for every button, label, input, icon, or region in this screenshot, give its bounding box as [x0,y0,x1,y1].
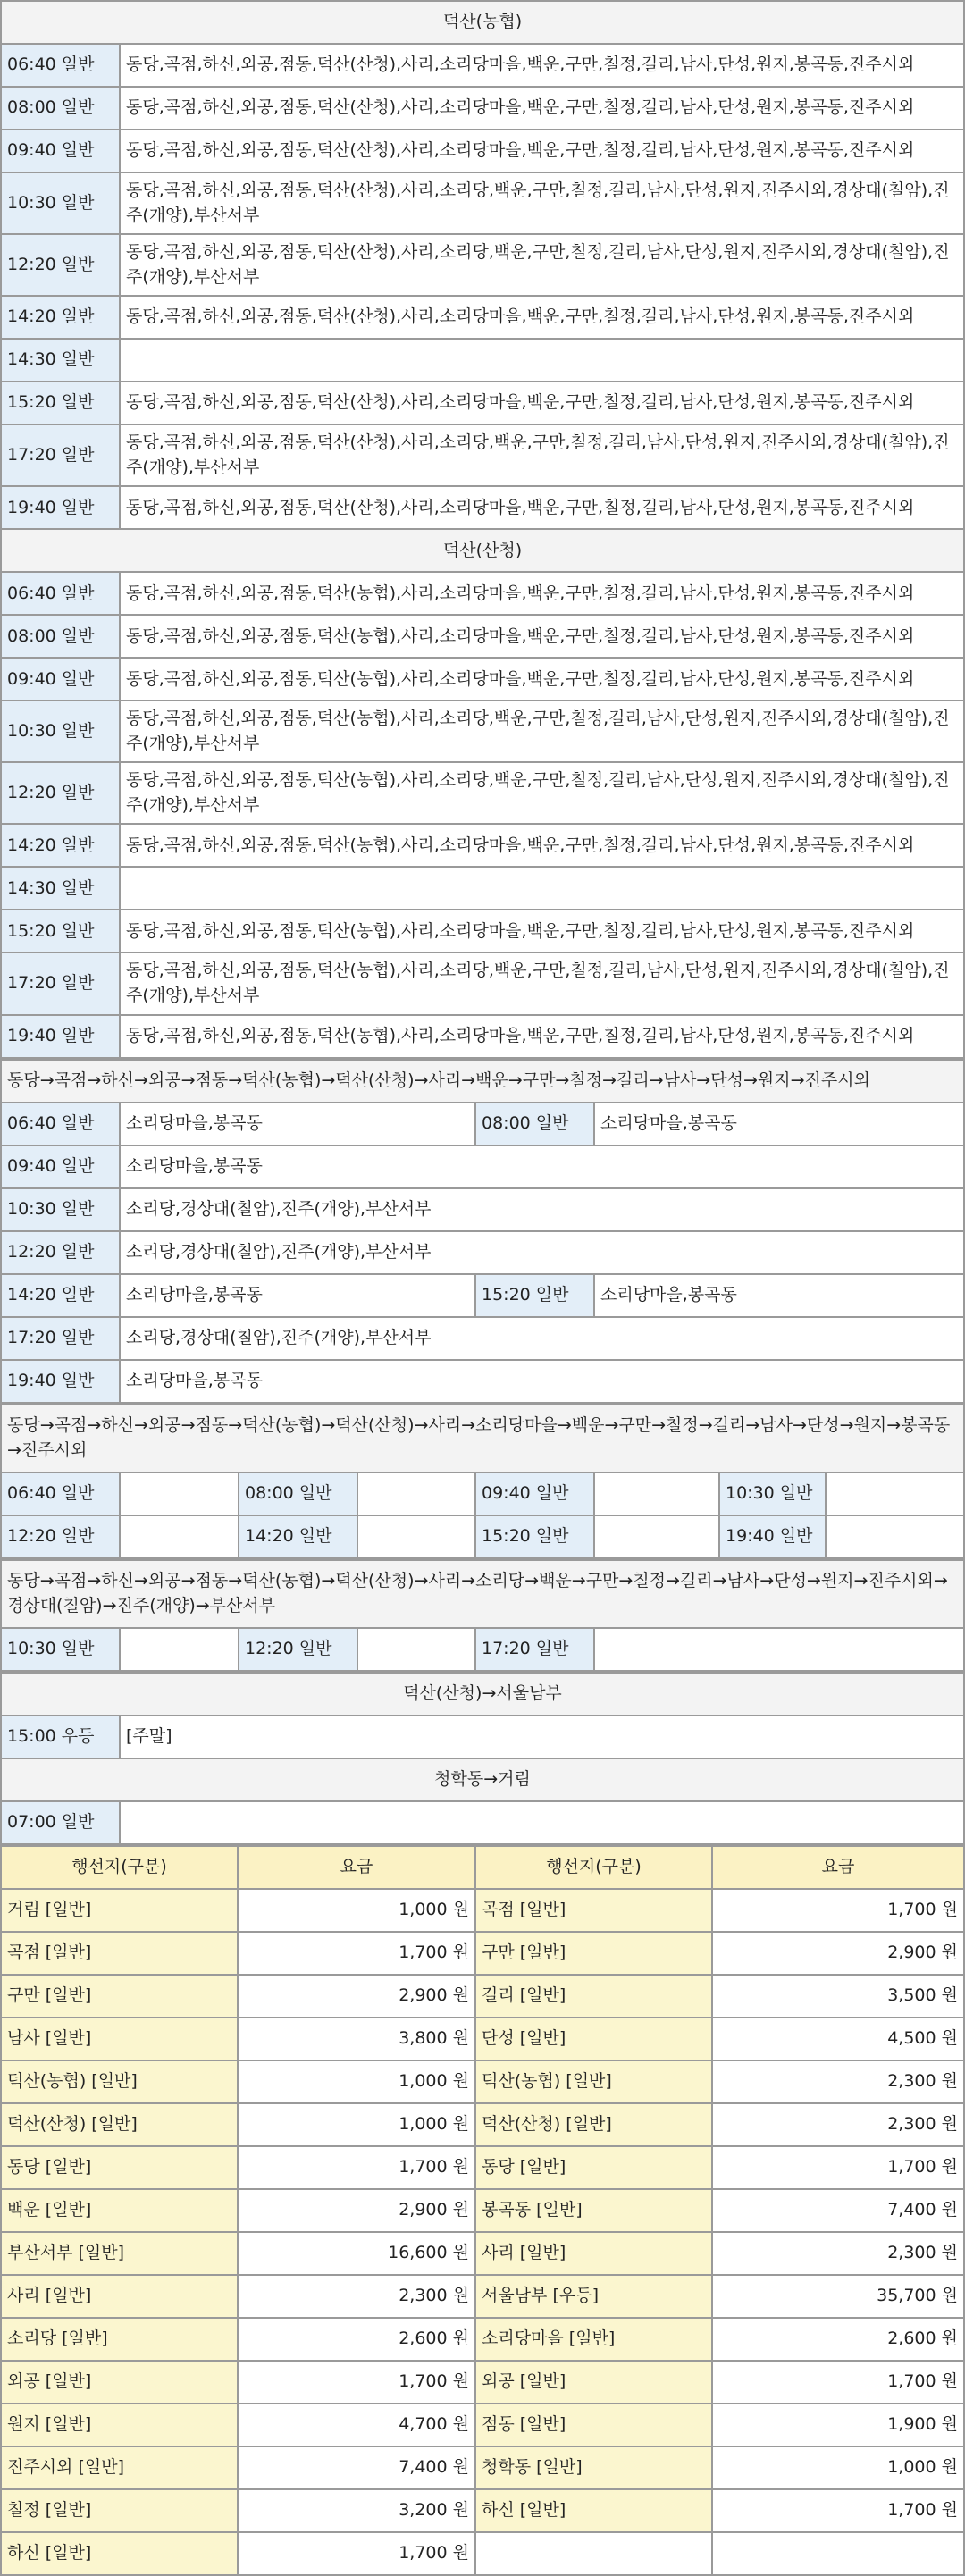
fare-destination: 하신 [일반] [1,2532,238,2575]
stop-list: 동당,곡점,하신,외공,점동,덕산(농협),사리,소리당마을,백운,구만,칠정,길리,남사,단성,원지,봉곡동,진주시외 [120,658,964,701]
stop-note: 소리당,경상대(칠암),진주(개양),부산서부 [120,1188,964,1231]
stop-list: 동당,곡점,하신,외공,점동,덕산(산청),사리,소리당,백운,구만,칠정,길리,남사,단성,원지,진주시외,경상대(칠암),진주(개양),부산서부 [120,172,964,234]
fare-row [1,2318,964,2361]
fare-price: 1,700 원 [238,2361,475,2404]
route4-title: 덕산(산청)→서울남부 [1,1673,964,1716]
fare-price: 2,900 원 [712,1932,964,1975]
route1-row [1,1360,964,1403]
route2-row [1,1515,964,1558]
schedule-row [1,382,964,424]
stop-note: 소리당마을,봉곡동 [120,1145,964,1188]
fare-destination: 진주시외 [일반] [1,2446,238,2489]
fare-price: 3,800 원 [238,2018,475,2060]
fare-price: 2,300 원 [712,2103,964,2146]
fare-destination: 외공 [일반] [1,2361,238,2404]
section-title: 덕산(산청) [1,529,964,572]
stop-list: 동당,곡점,하신,외공,점동,덕산(농협),사리,소리당마을,백운,구만,칠정,길리,남사,단성,원지,봉곡동,진주시외 [120,910,964,952]
fare-destination: 곡점 [일반] [1,1932,238,1975]
route2-table [0,1404,965,1559]
route1-row [1,1145,964,1188]
fare-price: 1,700 원 [238,1932,475,1975]
route1-row [1,1188,964,1231]
departure-time: 10:30 일반 [1,1188,120,1231]
stop-note: 소리당마을,봉곡동 [594,1274,964,1317]
fare-row [1,2361,964,2404]
departure-time: 06:40 일반 [1,1103,120,1145]
fare-destination: 길리 [일반] [475,1975,712,2018]
departure-time: 10:30 일반 [1,701,120,762]
departure-time: 17:20 일반 [1,1317,120,1360]
departure-time: 17:20 일반 [1,424,120,486]
schedule-row [1,130,964,172]
fare-price: 2,600 원 [238,2318,475,2361]
fare-price: 16,600 원 [238,2232,475,2275]
route2-row [1,1473,964,1515]
schedule-row [1,339,964,382]
stop-note: 소리당마을,봉곡동 [594,1103,964,1145]
fare-row [1,2018,964,2060]
stop-list: 동당,곡점,하신,외공,점동,덕산(농협),사리,소리당,백운,구만,칠정,길리,남사,단성,원지,진주시외,경상대(칠암),진주(개양),부산서부 [120,762,964,824]
route1-title: 동당→곡점→하신→외공→점동→덕산(농협)→덕산(산청)→사리→백운→구만→칠정→길리→남사→단성→원지→진주시외 [1,1060,964,1103]
fare-price: 1,700 원 [238,2146,475,2189]
route4-5-table [0,1672,965,1845]
stop-list: 동당,곡점,하신,외공,점동,덕산(농협),사리,소리당마을,백운,구만,칠정,길리,남사,단성,원지,봉곡동,진주시외 [120,615,964,658]
schedule-row [1,424,964,486]
fare-price [712,2532,964,2575]
fare-price: 1,700 원 [712,2361,964,2404]
schedule-row [1,824,964,867]
fare-header-dest-2: 행선지(구분) [475,1846,712,1889]
fare-destination: 점동 [일반] [475,2404,712,2446]
route3-time-1: 10:30 일반 [1,1628,120,1671]
fare-row [1,2146,964,2189]
departure-time: 19:40 일반 [1,486,120,529]
schedule-row [1,615,964,658]
fare-destination: 거림 [일반] [1,1889,238,1932]
departure-time: 12:20 일반 [1,1515,120,1558]
fare-price: 2,300 원 [238,2275,475,2318]
schedule-row [1,910,964,952]
schedule-row [1,1015,964,1058]
fare-destination: 구만 [일반] [1,1975,238,2018]
fare-price: 1,700 원 [712,2146,964,2189]
stop-list: 동당,곡점,하신,외공,점동,덕산(산청),사리,소리당마을,백운,구만,칠정,길리,남사,단성,원지,봉곡동,진주시외 [120,296,964,339]
stop-note: 소리당,경상대(칠암),진주(개양),부산서부 [120,1317,964,1360]
schedule-table-sections [0,0,965,1059]
departure-time: 09:40 일반 [1,1145,120,1188]
route5-title: 청학동→거림 [1,1758,964,1801]
fare-destination: 백운 [일반] [1,2189,238,2232]
fare-price: 2,600 원 [712,2318,964,2361]
fare-destination [475,2532,712,2575]
departure-time: 12:20 일반 [1,1231,120,1274]
departure-time: 19:40 일반 [1,1360,120,1403]
route1-row [1,1231,964,1274]
fare-row [1,2103,964,2146]
schedule-row [1,234,964,296]
fare-destination: 외공 [일반] [475,2361,712,2404]
fare-destination: 사리 [일반] [475,2232,712,2275]
departure-time: 08:00 일반 [475,1103,594,1145]
schedule-row [1,701,964,762]
stop-list: 동당,곡점,하신,외공,점동,덕산(산청),사리,소리당,백운,구만,칠정,길리,남사,단성,원지,진주시외,경상대(칠암),진주(개양),부산서부 [120,424,964,486]
schedule-row [1,87,964,130]
fare-destination: 봉곡동 [일반] [475,2189,712,2232]
fare-destination: 덕산(산청) [일반] [475,2103,712,2146]
stop-list: 동당,곡점,하신,외공,점동,덕산(농협),사리,소리당마을,백운,구만,칠정,길리,남사,단성,원지,봉곡동,진주시외 [120,1015,964,1058]
stop-list: 동당,곡점,하신,외공,점동,덕산(산청),사리,소리당마을,백운,구만,칠정,길리,남사,단성,원지,봉곡동,진주시외 [120,44,964,87]
stop-list: 동당,곡점,하신,외공,점동,덕산(산청),사리,소리당마을,백운,구만,칠정,길리,남사,단성,원지,봉곡동,진주시외 [120,130,964,172]
fare-destination: 곡점 [일반] [475,1889,712,1932]
fare-row [1,2189,964,2232]
fare-header-dest-1: 행선지(구분) [1,1846,238,1889]
stop-list [120,339,964,382]
departure-time: 17:20 일반 [1,952,120,1014]
departure-time: 08:00 일반 [239,1473,357,1515]
fare-destination: 청학동 [일반] [475,2446,712,2489]
departure-time: 10:30 일반 [1,172,120,234]
departure-time: 15:20 일반 [475,1274,594,1317]
route3-table [0,1559,965,1672]
fare-destination: 소리당마을 [일반] [475,2318,712,2361]
schedule-row [1,867,964,910]
route3-time-2: 12:20 일반 [239,1628,357,1671]
schedule-row [1,172,964,234]
fare-destination: 동당 [일반] [475,2146,712,2189]
fare-price: 4,500 원 [712,2018,964,2060]
fare-price: 2,300 원 [712,2232,964,2275]
fare-price: 1,000 원 [712,2446,964,2489]
fare-row [1,1932,964,1975]
departure-time: 08:00 일반 [1,615,120,658]
stop-list: 동당,곡점,하신,외공,점동,덕산(농협),사리,소리당마을,백운,구만,칠정,길리,남사,단성,원지,봉곡동,진주시외 [120,824,964,867]
departure-time: 09:40 일반 [1,658,120,701]
departure-time: 14:30 일반 [1,867,120,910]
stop-list [120,867,964,910]
stop-note: 소리당마을,봉곡동 [120,1103,475,1145]
fare-row [1,2446,964,2489]
departure-time: 09:40 일반 [475,1473,594,1515]
fare-header-price-1: 요금 [238,1846,475,1889]
stop-list: 동당,곡점,하신,외공,점동,덕산(농협),사리,소리당,백운,구만,칠정,길리,남사,단성,원지,진주시외,경상대(칠암),진주(개양),부산서부 [120,952,964,1014]
schedule-row [1,572,964,615]
fare-price: 7,400 원 [238,2446,475,2489]
fare-row [1,1889,964,1932]
route5-time: 07:00 일반 [1,1801,120,1844]
departure-time: 14:30 일반 [1,339,120,382]
departure-time: 15:20 일반 [1,382,120,424]
route4-note: [주말] [120,1716,964,1758]
schedule-row [1,952,964,1014]
route3-title: 동당→곡점→하신→외공→점동→덕산(농협)→덕산(산청)→사리→소리당→백운→구만→칠정→길리→남사→단성→원지→진주시외→경상대(칠암)→진주(개양)→부산서부 [1,1560,964,1628]
schedule-row [1,486,964,529]
fare-price: 1,000 원 [238,2103,475,2146]
departure-time: 06:40 일반 [1,1473,120,1515]
departure-time: 09:40 일반 [1,130,120,172]
departure-time: 12:20 일반 [1,234,120,296]
departure-time: 10:30 일반 [719,1473,826,1515]
departure-time: 14:20 일반 [239,1515,357,1558]
fare-header-price-2: 요금 [712,1846,964,1889]
departure-time: 15:20 일반 [475,1515,594,1558]
fare-destination: 소리당 [일반] [1,2318,238,2361]
fare-destination: 구만 [일반] [475,1932,712,1975]
fare-table [0,1845,965,2576]
fare-price: 2,900 원 [238,2189,475,2232]
fare-row [1,2532,964,2575]
fare-row [1,2404,964,2446]
schedule-row [1,658,964,701]
fare-destination: 덕산(산청) [일반] [1,2103,238,2146]
stop-list: 동당,곡점,하신,외공,점동,덕산(농협),사리,소리당,백운,구만,칠정,길리,남사,단성,원지,진주시외,경상대(칠암),진주(개양),부산서부 [120,701,964,762]
departure-time: 14:20 일반 [1,296,120,339]
fare-price: 1,900 원 [712,2404,964,2446]
fare-destination: 부산서부 [일반] [1,2232,238,2275]
fare-destination: 칠정 [일반] [1,2489,238,2532]
departure-time: 06:40 일반 [1,572,120,615]
fare-price: 1,000 원 [238,1889,475,1932]
departure-time: 14:20 일반 [1,1274,120,1317]
stop-list: 동당,곡점,하신,외공,점동,덕산(농협),사리,소리당마을,백운,구만,칠정,길리,남사,단성,원지,봉곡동,진주시외 [120,572,964,615]
fare-row [1,2232,964,2275]
fare-price: 3,500 원 [712,1975,964,2018]
departure-time: 15:20 일반 [1,910,120,952]
fare-destination: 덕산(농협) [일반] [1,2060,238,2103]
fare-destination: 서울남부 [우등] [475,2275,712,2318]
fare-destination: 사리 [일반] [1,2275,238,2318]
fare-price: 1,700 원 [712,2489,964,2532]
stop-note: 소리당마을,봉곡동 [120,1274,475,1317]
route3-time-3: 17:20 일반 [475,1628,594,1671]
fare-price: 1,000 원 [238,2060,475,2103]
departure-time: 08:00 일반 [1,87,120,130]
departure-time: 19:40 일반 [719,1515,826,1558]
fare-price: 35,700 원 [712,2275,964,2318]
fare-destination: 남사 [일반] [1,2018,238,2060]
route1-row [1,1274,964,1317]
departure-time: 06:40 일반 [1,44,120,87]
route2-title: 동당→곡점→하신→외공→점동→덕산(농협)→덕산(산청)→사리→소리당마을→백운→구만→칠정→길리→남사→단성→원지→봉곡동→진주시외 [1,1405,964,1473]
schedule-row [1,762,964,824]
route4-time: 15:00 우등 [1,1716,120,1758]
fare-destination: 덕산(농협) [일반] [475,2060,712,2103]
departure-time: 19:40 일반 [1,1015,120,1058]
fare-price: 2,900 원 [238,1975,475,2018]
stop-list: 동당,곡점,하신,외공,점동,덕산(산청),사리,소리당마을,백운,구만,칠정,길리,남사,단성,원지,봉곡동,진주시외 [120,382,964,424]
section-title: 덕산(농협) [1,1,964,44]
fare-price: 1,700 원 [238,2532,475,2575]
stop-list: 동당,곡점,하신,외공,점동,덕산(산청),사리,소리당마을,백운,구만,칠정,길리,남사,단성,원지,봉곡동,진주시외 [120,87,964,130]
fare-destination: 단성 [일반] [475,2018,712,2060]
fare-destination: 원지 [일반] [1,2404,238,2446]
fare-price: 3,200 원 [238,2489,475,2532]
route1-table [0,1059,965,1404]
stop-list: 동당,곡점,하신,외공,점동,덕산(산청),사리,소리당마을,백운,구만,칠정,길리,남사,단성,원지,봉곡동,진주시외 [120,486,964,529]
fare-destination: 동당 [일반] [1,2146,238,2189]
fare-row [1,1975,964,2018]
route1-row [1,1103,964,1145]
schedule-row [1,296,964,339]
departure-time: 12:20 일반 [1,762,120,824]
fare-price: 7,400 원 [712,2189,964,2232]
fare-price: 4,700 원 [238,2404,475,2446]
fare-price: 1,700 원 [712,1889,964,1932]
route1-row [1,1317,964,1360]
fare-destination: 하신 [일반] [475,2489,712,2532]
stop-list: 동당,곡점,하신,외공,점동,덕산(산청),사리,소리당,백운,구만,칠정,길리,남사,단성,원지,진주시외,경상대(칠암),진주(개양),부산서부 [120,234,964,296]
schedule-row [1,44,964,87]
fare-row [1,2060,964,2103]
fare-price: 2,300 원 [712,2060,964,2103]
departure-time: 14:20 일반 [1,824,120,867]
stop-note: 소리당,경상대(칠암),진주(개양),부산서부 [120,1231,964,1274]
fare-row [1,2275,964,2318]
stop-note: 소리당마을,봉곡동 [120,1360,964,1403]
